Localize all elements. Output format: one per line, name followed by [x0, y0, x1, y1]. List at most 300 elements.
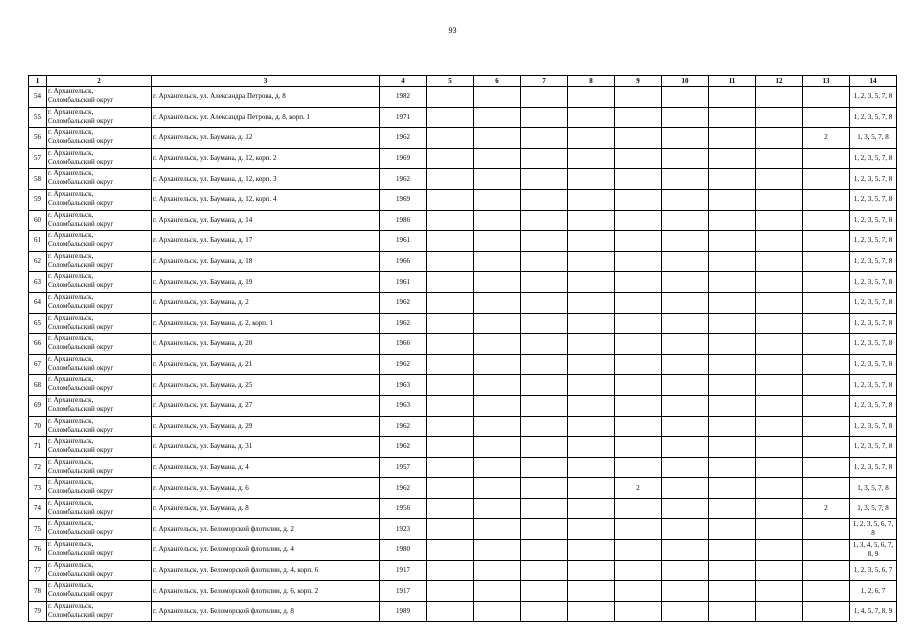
empty-cell — [427, 375, 474, 396]
empty-cell — [427, 437, 474, 458]
empty-cell — [756, 519, 803, 540]
col-9-cell — [615, 540, 662, 561]
year-cell: 1982 — [380, 87, 427, 108]
col-13-cell — [803, 292, 850, 313]
address-cell: г. Архангельск, ул. Баумана, д. 8 — [152, 498, 380, 519]
row-number: 77 — [29, 560, 47, 581]
municipality-line: Соломбальский округ — [48, 157, 114, 166]
empty-cell — [474, 560, 521, 581]
municipality-line: Соломбальский округ — [48, 198, 114, 207]
table-row — [29, 395, 897, 416]
column-header: 9 — [615, 76, 662, 87]
col-9-cell — [615, 169, 662, 190]
municipality-cell — [47, 601, 152, 622]
empty-cell — [709, 128, 756, 149]
col-13-cell — [803, 251, 850, 272]
empty-cell — [568, 169, 615, 190]
empty-cell — [521, 169, 568, 190]
empty-cell — [521, 581, 568, 602]
empty-cell — [474, 292, 521, 313]
municipality-cell — [47, 416, 152, 437]
year-cell: 1917 — [380, 560, 427, 581]
empty-cell — [756, 169, 803, 190]
year-cell: 1917 — [380, 581, 427, 602]
municipality-cell — [47, 251, 152, 272]
row-number: 61 — [29, 231, 47, 252]
row-number: 62 — [29, 251, 47, 272]
municipality-line: Соломбальский округ — [48, 301, 114, 310]
row-number: 76 — [29, 540, 47, 561]
col-13-cell — [803, 189, 850, 210]
empty-cell — [662, 601, 709, 622]
empty-cell — [756, 231, 803, 252]
table-row — [29, 334, 897, 355]
municipality-line: Соломбальский округ — [48, 466, 114, 475]
empty-cell — [427, 581, 474, 602]
empty-cell — [474, 334, 521, 355]
municipality-cell — [47, 313, 152, 334]
col-14-cell: 1, 2, 3, 5, 7, 8 — [850, 169, 897, 190]
address-cell: г. Архангельск, ул. Баумана, д. 14 — [152, 210, 380, 231]
empty-cell — [709, 581, 756, 602]
col-14-cell: 1, 2, 3, 5, 7, 8 — [850, 313, 897, 334]
municipality-line: г. Архангельск, — [48, 189, 94, 198]
empty-cell — [756, 313, 803, 334]
empty-cell — [427, 148, 474, 169]
empty-cell — [427, 395, 474, 416]
row-number: 65 — [29, 313, 47, 334]
empty-cell — [427, 334, 474, 355]
municipality-line: г. Архангельск, — [48, 581, 94, 590]
row-number: 54 — [29, 87, 47, 108]
empty-cell — [662, 560, 709, 581]
column-header: 4 — [380, 76, 427, 87]
col-13-cell — [803, 395, 850, 416]
table-row — [29, 148, 897, 169]
empty-cell — [474, 107, 521, 128]
municipality-line: г. Архангельск, — [48, 498, 94, 507]
municipality-line: Соломбальский округ — [48, 137, 114, 146]
municipality-line: Соломбальский округ — [48, 96, 114, 104]
table-row — [29, 87, 897, 108]
municipality-line: Соломбальский округ — [48, 404, 114, 413]
row-number: 57 — [29, 148, 47, 169]
empty-cell — [474, 457, 521, 478]
col-9-cell — [615, 148, 662, 169]
col-13-cell — [803, 478, 850, 499]
empty-cell — [568, 334, 615, 355]
municipality-line: г. Архангельск, — [48, 601, 94, 610]
col-13-cell — [803, 210, 850, 231]
empty-cell — [568, 395, 615, 416]
col-9-cell — [615, 231, 662, 252]
empty-cell — [756, 107, 803, 128]
col-9-cell — [615, 375, 662, 396]
year-cell: 1956 — [380, 498, 427, 519]
empty-cell — [568, 437, 615, 458]
empty-cell — [568, 231, 615, 252]
empty-cell — [521, 498, 568, 519]
empty-cell — [474, 189, 521, 210]
empty-cell — [474, 169, 521, 190]
empty-cell — [474, 437, 521, 458]
empty-cell — [756, 354, 803, 375]
empty-cell — [709, 457, 756, 478]
table-row — [29, 601, 897, 622]
empty-cell — [568, 128, 615, 149]
table-row — [29, 169, 897, 190]
col-9-cell — [615, 251, 662, 272]
empty-cell — [662, 540, 709, 561]
row-number: 63 — [29, 272, 47, 293]
empty-cell — [568, 107, 615, 128]
empty-cell — [756, 478, 803, 499]
address-cell: г. Архангельск, ул. Александра Петрова, д. 8, корп. 1 — [152, 107, 380, 128]
empty-cell — [568, 375, 615, 396]
col-14-cell: 1, 2, 3, 5, 7, 8 — [850, 354, 897, 375]
municipality-line: г. Архангельск, — [48, 478, 94, 487]
table-row — [29, 416, 897, 437]
empty-cell — [709, 292, 756, 313]
municipality-line: г. Архангельск, — [48, 272, 94, 281]
empty-cell — [521, 601, 568, 622]
empty-cell — [521, 292, 568, 313]
empty-cell — [427, 498, 474, 519]
empty-cell — [709, 354, 756, 375]
table-row — [29, 354, 897, 375]
empty-cell — [568, 457, 615, 478]
row-number: 72 — [29, 457, 47, 478]
col-14-cell: 1, 4, 5, 7, 8, 9 — [850, 601, 897, 622]
municipality-line: Соломбальский округ — [48, 219, 114, 228]
table-row — [29, 251, 897, 272]
address-cell: г. Архангельск, ул. Баумана, д. 17 — [152, 231, 380, 252]
year-cell: 1962 — [380, 128, 427, 149]
municipality-cell — [47, 540, 152, 561]
address-cell: г. Архангельск, ул. Беломорской флотилии, д. 2 — [152, 519, 380, 540]
empty-cell — [662, 334, 709, 355]
col-9-cell — [615, 457, 662, 478]
address-cell: г. Архангельск, ул. Беломорской флотилии, д. 6, корп. 2 — [152, 581, 380, 602]
municipality-cell — [47, 107, 152, 128]
empty-cell — [709, 272, 756, 293]
municipality-line: г. Архангельск, — [48, 313, 94, 322]
municipality-line: г. Архангельск, — [48, 169, 94, 178]
col-13-cell — [803, 354, 850, 375]
empty-cell — [521, 231, 568, 252]
col-14-cell: 1, 3, 5, 7, 8 — [850, 478, 897, 499]
municipality-line: г. Архангельск, — [48, 107, 94, 116]
municipality-line: г. Архангельск, — [48, 231, 94, 240]
municipality-line: Соломбальский округ — [48, 260, 114, 269]
empty-cell — [662, 395, 709, 416]
row-number: 74 — [29, 498, 47, 519]
row-number: 67 — [29, 354, 47, 375]
municipality-line: Соломбальский округ — [48, 322, 114, 331]
table-row — [29, 540, 897, 561]
row-number: 66 — [29, 334, 47, 355]
col-9-cell: 2 — [615, 478, 662, 499]
table-row — [29, 581, 897, 602]
municipality-line: г. Архангельск, — [48, 457, 94, 466]
empty-cell — [521, 416, 568, 437]
row-number: 69 — [29, 395, 47, 416]
column-header: 2 — [47, 76, 152, 87]
empty-cell — [474, 478, 521, 499]
municipality-cell — [47, 437, 152, 458]
address-cell: г. Архангельск, ул. Баумана, д. 31 — [152, 437, 380, 458]
empty-cell — [709, 107, 756, 128]
address-cell: г. Архангельск, ул. Баумана, д. 12, корп. 4 — [152, 189, 380, 210]
row-number: 78 — [29, 581, 47, 602]
empty-cell — [756, 457, 803, 478]
address-cell: г. Архангельск, ул. Беломорской флотилии, д. 4, корп. 6 — [152, 560, 380, 581]
empty-cell — [662, 292, 709, 313]
empty-cell — [427, 169, 474, 190]
empty-cell — [568, 581, 615, 602]
municipality-line: Соломбальский округ — [48, 569, 114, 578]
address-cell: г. Архангельск, ул. Баумана, д. 29 — [152, 416, 380, 437]
table-row — [29, 189, 897, 210]
empty-cell — [709, 334, 756, 355]
municipality-cell — [47, 354, 152, 375]
empty-cell — [709, 231, 756, 252]
municipality-cell — [47, 189, 152, 210]
empty-cell — [756, 251, 803, 272]
empty-cell — [568, 354, 615, 375]
municipality-line: Соломбальский округ — [48, 507, 114, 516]
table-row — [29, 292, 897, 313]
empty-cell — [568, 560, 615, 581]
empty-cell — [521, 457, 568, 478]
empty-cell — [709, 498, 756, 519]
year-cell: 1986 — [380, 210, 427, 231]
empty-cell — [521, 560, 568, 581]
empty-cell — [568, 251, 615, 272]
empty-cell — [709, 560, 756, 581]
empty-cell — [709, 148, 756, 169]
empty-cell — [709, 375, 756, 396]
col-13-cell — [803, 601, 850, 622]
col-9-cell — [615, 189, 662, 210]
address-cell: г. Архангельск, ул. Баумана, д. 2, корп. 1 — [152, 313, 380, 334]
empty-cell — [756, 189, 803, 210]
empty-cell — [474, 128, 521, 149]
col-14-cell: 1, 3, 5, 7, 8 — [850, 498, 897, 519]
municipality-line: Соломбальский округ — [48, 384, 114, 393]
col-9-cell — [615, 272, 662, 293]
empty-cell — [568, 313, 615, 334]
empty-cell — [662, 128, 709, 149]
col-14-cell: 1, 2, 3, 5, 7, 8 — [850, 416, 897, 437]
year-cell: 1962 — [380, 169, 427, 190]
empty-cell — [521, 210, 568, 231]
empty-cell — [427, 231, 474, 252]
col-14-cell: 1, 2, 3, 5, 7, 8 — [850, 87, 897, 108]
column-header: 14 — [850, 76, 897, 87]
empty-cell — [521, 251, 568, 272]
year-cell: 1963 — [380, 375, 427, 396]
col-13-cell — [803, 87, 850, 108]
municipality-line: г. Архангельск, — [48, 540, 94, 549]
empty-cell — [521, 87, 568, 108]
col-9-cell — [615, 210, 662, 231]
municipality-line: Соломбальский округ — [48, 178, 114, 187]
col-13-cell — [803, 416, 850, 437]
empty-cell — [427, 251, 474, 272]
municipality-line: Соломбальский округ — [48, 610, 114, 619]
municipality-cell — [47, 210, 152, 231]
empty-cell — [662, 354, 709, 375]
empty-cell — [427, 478, 474, 499]
empty-cell — [521, 189, 568, 210]
col-9-cell — [615, 437, 662, 458]
table-row — [29, 478, 897, 499]
col-9-cell — [615, 416, 662, 437]
empty-cell — [756, 292, 803, 313]
empty-cell — [709, 519, 756, 540]
empty-cell — [756, 560, 803, 581]
municipality-line: г. Архангельск, — [48, 210, 94, 219]
empty-cell — [521, 334, 568, 355]
row-number: 55 — [29, 107, 47, 128]
empty-cell — [568, 148, 615, 169]
row-number: 59 — [29, 189, 47, 210]
empty-cell — [427, 272, 474, 293]
row-number: 56 — [29, 128, 47, 149]
empty-cell — [756, 128, 803, 149]
empty-cell — [662, 437, 709, 458]
col-14-cell: 1, 2, 3, 5, 7, 8 — [850, 148, 897, 169]
col-9-cell — [615, 354, 662, 375]
empty-cell — [662, 189, 709, 210]
municipality-line: Соломбальский округ — [48, 425, 114, 434]
empty-cell — [756, 498, 803, 519]
empty-cell — [427, 189, 474, 210]
col-9-cell — [615, 581, 662, 602]
empty-cell — [756, 148, 803, 169]
year-cell: 1961 — [380, 272, 427, 293]
municipality-cell — [47, 128, 152, 149]
municipality-line: г. Архангельск, — [48, 292, 94, 301]
empty-cell — [709, 169, 756, 190]
municipality-line: Соломбальский округ — [48, 116, 114, 125]
year-cell: 1969 — [380, 148, 427, 169]
empty-cell — [427, 416, 474, 437]
empty-cell — [756, 581, 803, 602]
empty-cell — [521, 354, 568, 375]
empty-cell — [709, 251, 756, 272]
empty-cell — [521, 107, 568, 128]
empty-cell — [474, 87, 521, 108]
municipality-cell — [47, 498, 152, 519]
empty-cell — [709, 210, 756, 231]
empty-cell — [427, 540, 474, 561]
empty-cell — [662, 416, 709, 437]
year-cell: 1966 — [380, 251, 427, 272]
empty-cell — [662, 251, 709, 272]
col-14-cell: 1, 2, 3, 5, 7, 8 — [850, 395, 897, 416]
municipality-line: Соломбальский округ — [48, 363, 114, 372]
address-cell: г. Архангельск, ул. Баумана, д. 12, корп. 3 — [152, 169, 380, 190]
empty-cell — [427, 210, 474, 231]
col-9-cell — [615, 395, 662, 416]
col-14-cell: 1, 2, 3, 5, 7, 8 — [850, 457, 897, 478]
empty-cell — [521, 540, 568, 561]
empty-cell — [756, 87, 803, 108]
municipality-line: Соломбальский округ — [48, 240, 114, 249]
row-number: 75 — [29, 519, 47, 540]
empty-cell — [568, 210, 615, 231]
empty-cell — [662, 498, 709, 519]
column-header: 11 — [709, 76, 756, 87]
col-13-cell — [803, 581, 850, 602]
empty-cell — [568, 189, 615, 210]
empty-cell — [662, 581, 709, 602]
empty-cell — [427, 107, 474, 128]
empty-cell — [662, 457, 709, 478]
col-13-cell — [803, 231, 850, 252]
empty-cell — [521, 395, 568, 416]
address-cell: г. Архангельск, ул. Баумана, д. 18 — [152, 251, 380, 272]
empty-cell — [662, 478, 709, 499]
col-14-cell: 1, 2, 3, 5, 7, 8 — [850, 189, 897, 210]
empty-cell — [474, 231, 521, 252]
address-cell: г. Архангельск, ул. Баумана, д. 27 — [152, 395, 380, 416]
empty-cell — [756, 437, 803, 458]
empty-cell — [662, 375, 709, 396]
table-body — [29, 87, 897, 622]
address-cell: г. Архангельск, ул. Баумана, д. 2 — [152, 292, 380, 313]
empty-cell — [474, 354, 521, 375]
col-13-cell — [803, 560, 850, 581]
empty-cell — [662, 210, 709, 231]
table-row — [29, 210, 897, 231]
col-13-cell — [803, 375, 850, 396]
table-row — [29, 457, 897, 478]
municipality-cell — [47, 292, 152, 313]
empty-cell — [568, 478, 615, 499]
empty-cell — [427, 519, 474, 540]
empty-cell — [662, 107, 709, 128]
row-number: 68 — [29, 375, 47, 396]
year-cell: 1957 — [380, 457, 427, 478]
col-9-cell — [615, 128, 662, 149]
address-cell: г. Архангельск, ул. Александра Петрова, д. 8 — [152, 87, 380, 108]
col-14-cell: 1, 2, 3, 5, 7, 8 — [850, 251, 897, 272]
empty-cell — [427, 292, 474, 313]
empty-cell — [474, 210, 521, 231]
table-row — [29, 313, 897, 334]
empty-cell — [474, 498, 521, 519]
empty-cell — [474, 272, 521, 293]
empty-cell — [568, 416, 615, 437]
col-14-cell: 1, 2, 3, 5, 6, 7 — [850, 560, 897, 581]
empty-cell — [709, 313, 756, 334]
empty-cell — [662, 169, 709, 190]
empty-cell — [474, 375, 521, 396]
empty-cell — [709, 601, 756, 622]
col-9-cell — [615, 519, 662, 540]
col-14-cell: 1, 2, 3, 5, 7, 8 — [850, 231, 897, 252]
municipality-cell — [47, 375, 152, 396]
col-14-cell: 1, 2, 3, 5, 7, 8 — [850, 107, 897, 128]
column-header: 8 — [568, 76, 615, 87]
year-cell: 1962 — [380, 354, 427, 375]
year-cell: 1961 — [380, 231, 427, 252]
empty-cell — [427, 87, 474, 108]
empty-cell — [756, 416, 803, 437]
